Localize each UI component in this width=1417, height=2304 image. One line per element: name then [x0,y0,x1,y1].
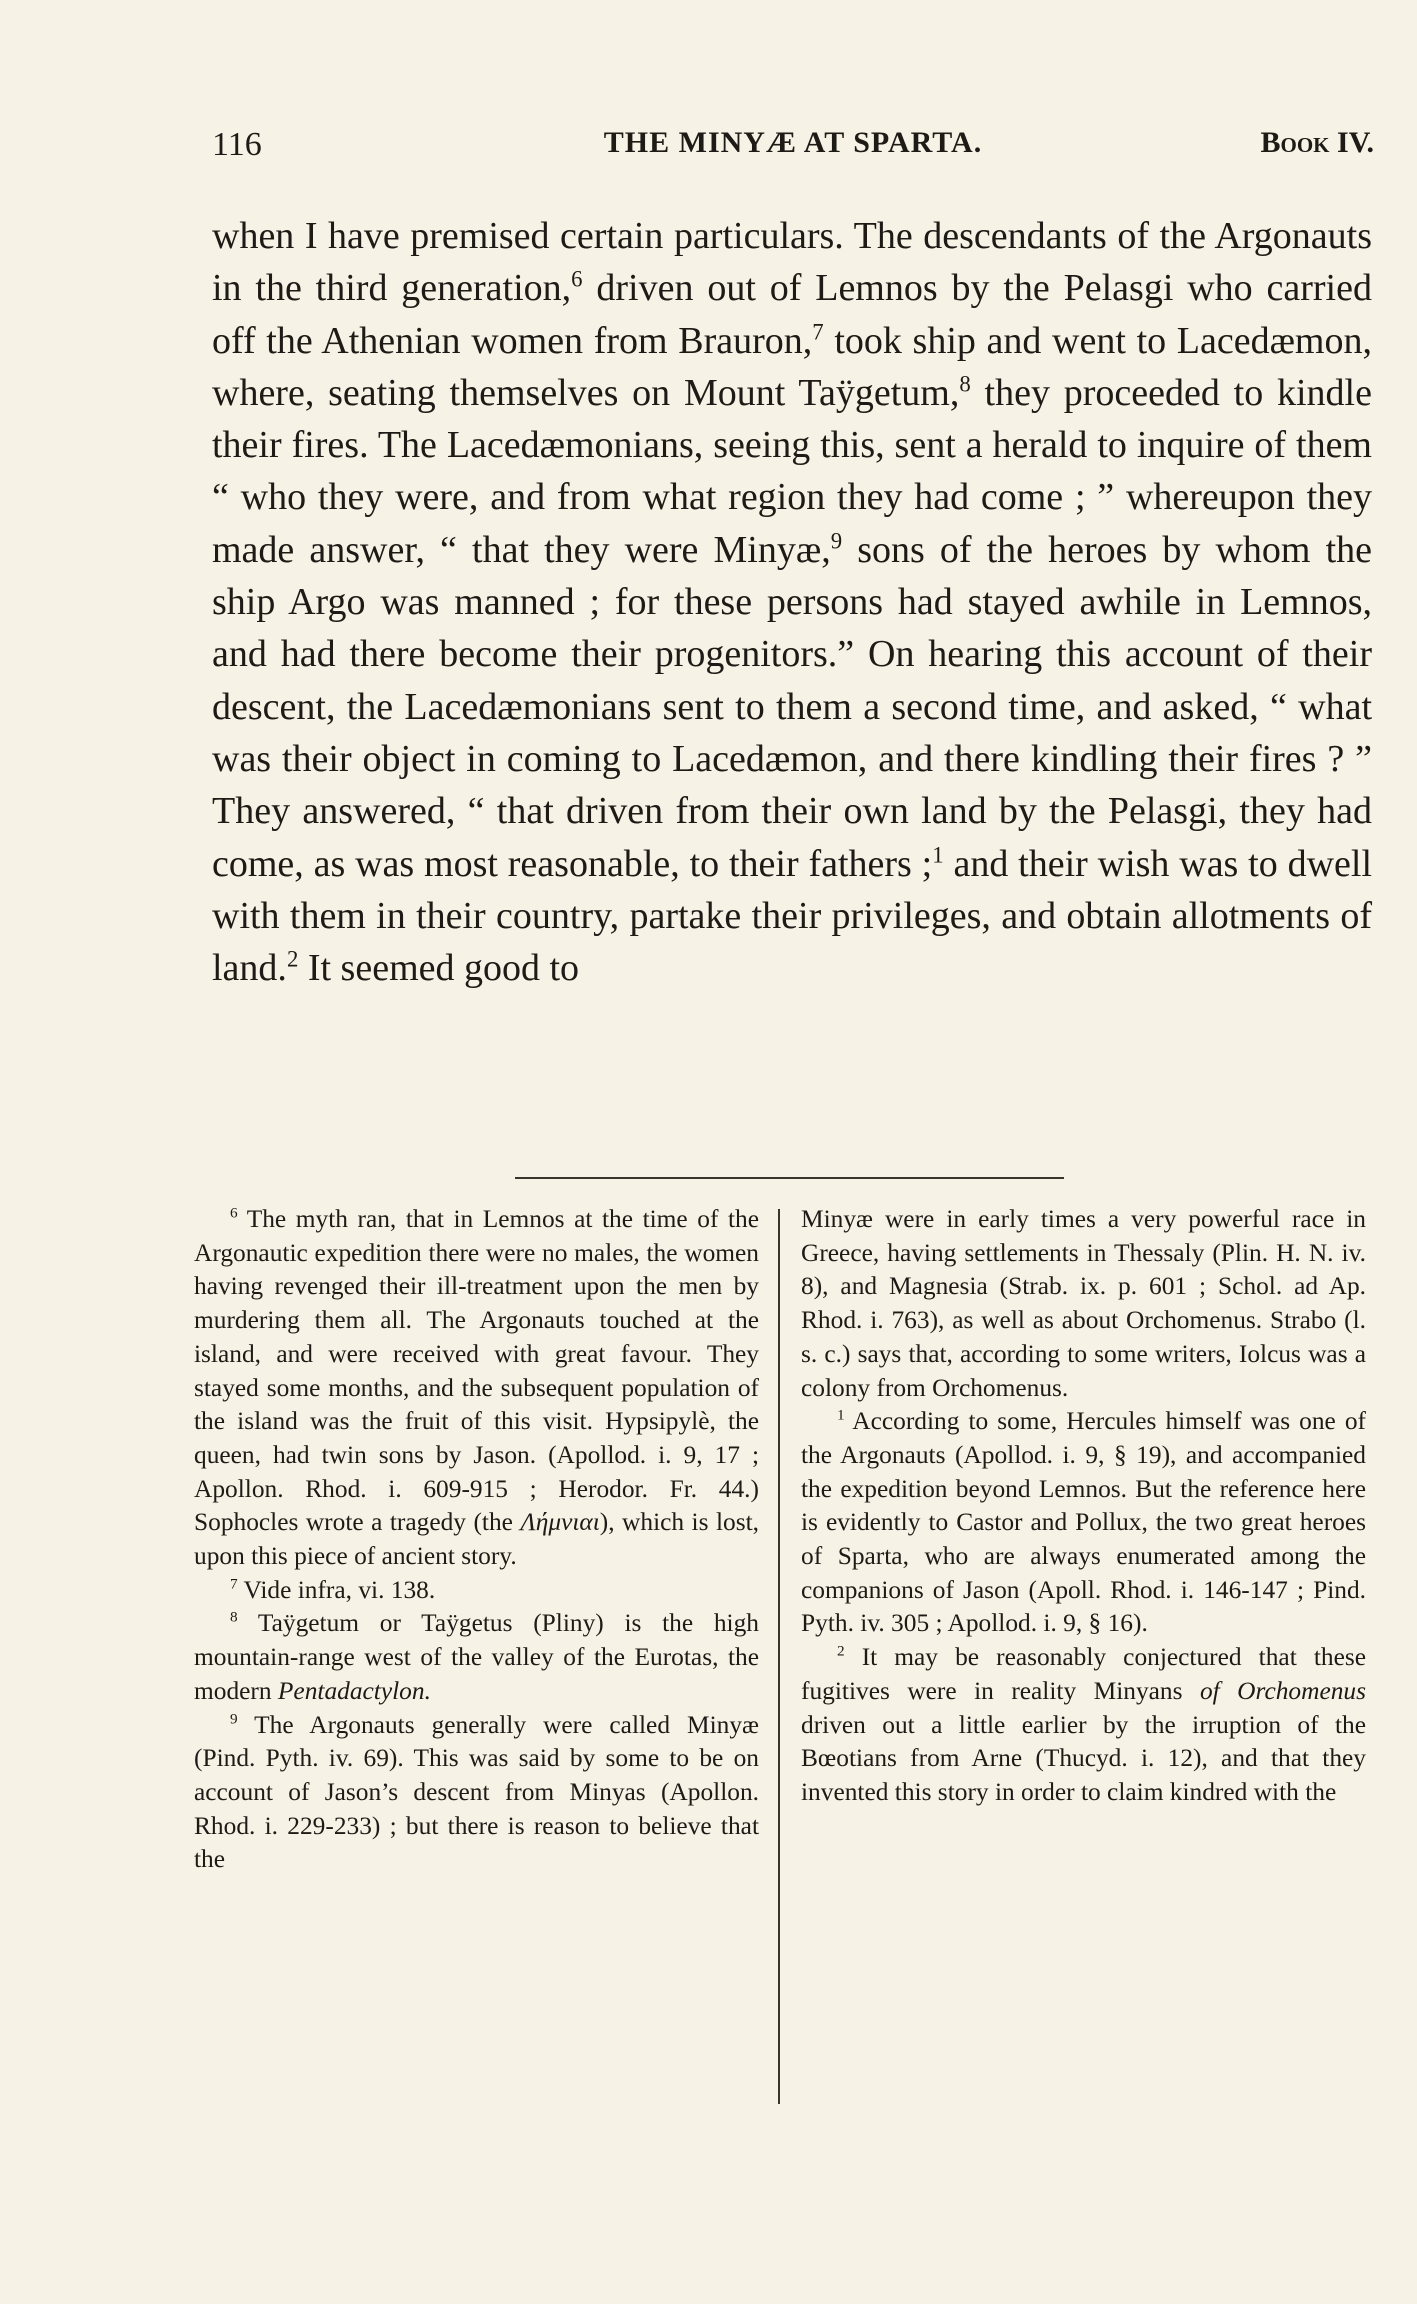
footnote-7: $^7$ Vide infra, vi. 138. [230,1575,436,1604]
footnote-ref-6: 6 [571,266,583,292]
footnote-ref-9: 9 [830,528,843,554]
footnote-9: $^9$ The Argonauts generally were called Minyæ (Pind. Pyth. iv. 69). This was said by some to be on account of Jason’s descent from Minyas (Apollon. Rhod. i. 229-233) ; but there is reason to believe that the [194,1710,759,1874]
footnote-2: $^2$ It may be reasonably conjectured that these fugitives were in reality Minyans of Orchomenus driven out a little earlier by the irruption of the Bœotians from Arne (Thucyd. i. 12), and that they invented this story in order to claim kindred with the [801,1642,1366,1806]
footnote-1: $^1$ According to some, Hercules himself was one of the Argonauts (Apollod. i. 9, § 19), and accompanied the expedition beyond Lemnos. But the reference here is evidently to Castor and Pollux, the two great heroes of Sparta, who are always enumerated among the companions of Jason (Apoll. Rhod. i. 146-147 ; Pind. Pyth. iv. 305 ; Apollod. i. 9, § 16). [801,1406,1366,1638]
footnote-6: $^6$ The myth ran, that in Lemnos at the time of the Argonautic expedition there were no males, the women having revenged their ill-treatment upon the men by murdering them all. The Argonauts touched at the island, and were received with great favour. They stayed some months, and the subsequent population of the island was the fruit of this visit. Hypsipylè, the queen, had twin sons by Jason. (Apollod. i. 9, 17 ; Apollon. Rhod. i. 609-915 ; Herodor. Fr. 44.) Sophocles wrote a tragedy (the Λήμνιαι), which is lost, upon this piece of ancient story. [194,1204,759,1571]
footnotes-right-column [801,1203,1366,1810]
footnote-ref-8: 8 [959,371,971,397]
page-number: 116 [212,126,262,163]
greek-title: Λήμνιαι [520,1508,600,1537]
footnote-ref-1: 1 [932,841,944,867]
footnote-8: $^8$ Taÿgetum or Taÿgetus (Pliny) is the high mountain-range west of the valley of the Eurotas, the modern Pentadactylon. [194,1608,759,1705]
footnote-ref-7: 7 [812,318,824,344]
running-title: THE MINYÆ AT SPARTA. [603,126,983,159]
main-text [212,210,1372,994]
body-paragraph: when I have premised certain particulars. The descendants of the Argonauts in the third generation,$^6$ driven out of Lemnos by the Pelasgi who carried off the Athenian women from Brauron,$^7$ took ship and went to Lacedæmon, where, seating themselves on Mount Taÿgetum,$^8$ they proceeded to kindle their fires. The Lacedæmonians, seeing this, sent a herald to inquire of them “ who they were, and from what region they had come ; ” whereupon they made answer, “ that they were Minyæ,$^9$ sons of the heroes by whom the ship Argo was manned ; for these persons had stayed awhile in Lemnos, and had there become their progenitors.” On hearing this account of their descent, the Lacedæmonians sent to them a second time, and asked, “ what was their object in coming to Lacedæmon, and there kindling their fires ? ” They answered, “ that driven from their own land by the Pelasgi, they had come, as was most reasonable, to their fathers ;$^1$ and their wish was to dwell with them in their country, partake their privileges, and obtain allotments of land.$^2$ It seemed good to [212,215,1372,990]
running-header [212,126,1374,172]
book-label: Book IV. [1260,126,1374,159]
footnotes-left-column [194,1203,759,1877]
footnote-ref-2: 2 [286,946,299,972]
column-divider [778,1209,780,2104]
footnote-separator [515,1177,1064,1179]
footnotes [194,1203,1366,2103]
footnote-9-continued: Minyæ were in early times a very powerful race in Greece, having settlements in Thessaly (Plin. H. N. iv. 8), and Magnesia (Strab. ix. p. 601 ; Schol. ad Ap. Rhod. i. 763), as well as about Orchomenus. Strabo (l. s. c.) says that, according to some writers, Iolcus was a colony from Orchomenus. [801,1205,1366,1402]
